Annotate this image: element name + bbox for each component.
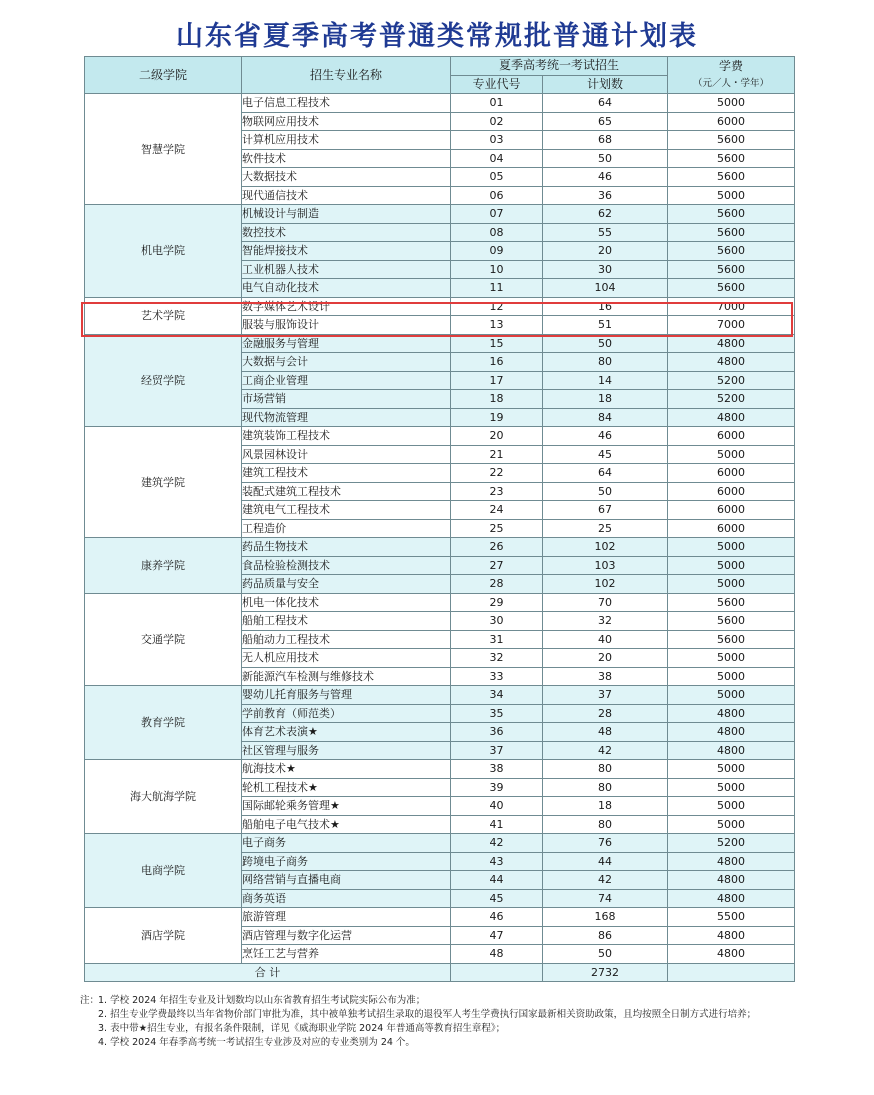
college-cell: 机电学院 [85,205,242,298]
code-cell: 43 [451,852,543,871]
note-row-3 [80,1022,840,1036]
count-cell: 80 [543,353,668,372]
fee-cell: 5000 [668,778,795,797]
major-cell: 体育艺术表演★ [242,723,451,742]
code-cell: 29 [451,593,543,612]
code-cell: 42 [451,834,543,853]
fee-cell: 5200 [668,371,795,390]
code-cell: 24 [451,501,543,520]
major-cell: 轮机工程技术★ [242,778,451,797]
count-cell: 55 [543,223,668,242]
count-cell: 103 [543,556,668,575]
table-row [85,334,795,353]
table-row [85,427,795,446]
major-cell: 建筑装饰工程技术 [242,427,451,446]
fee-cell: 5600 [668,149,795,168]
code-cell: 48 [451,945,543,964]
table-row [85,297,795,316]
major-cell: 新能源汽车检测与维修技术 [242,667,451,686]
major-cell: 食品检验检测技术 [242,556,451,575]
fee-cell: 5000 [668,186,795,205]
table-row [85,834,795,853]
count-cell: 36 [543,186,668,205]
count-cell: 40 [543,630,668,649]
fee-cell: 4800 [668,945,795,964]
count-cell: 50 [543,334,668,353]
major-cell: 船舶工程技术 [242,612,451,631]
fee-cell: 5200 [668,390,795,409]
count-cell: 32 [543,612,668,631]
major-cell: 酒店管理与数字化运营 [242,926,451,945]
major-cell: 国际邮轮乘务管理★ [242,797,451,816]
count-cell: 62 [543,205,668,224]
major-cell: 船舶电子电气技术★ [242,815,451,834]
note-row-2 [80,1008,840,1022]
code-cell: 32 [451,649,543,668]
code-cell: 05 [451,168,543,187]
major-cell: 机电一体化技术 [242,593,451,612]
fee-cell: 5000 [668,538,795,557]
major-cell: 商务英语 [242,889,451,908]
code-cell: 31 [451,630,543,649]
count-cell: 48 [543,723,668,742]
major-cell: 网络营销与直播电商 [242,871,451,890]
count-cell: 80 [543,778,668,797]
major-cell: 数字媒体艺术设计 [242,297,451,316]
college-cell: 经贸学院 [85,334,242,427]
fee-cell: 5500 [668,908,795,927]
code-cell: 22 [451,464,543,483]
fee-cell: 4800 [668,926,795,945]
code-cell: 25 [451,519,543,538]
count-cell: 102 [543,575,668,594]
table-row [85,94,795,113]
fee-cell: 5600 [668,593,795,612]
major-cell: 市场营销 [242,390,451,409]
major-cell: 物联网应用技术 [242,112,451,131]
major-cell: 烹饪工艺与营养 [242,945,451,964]
count-cell: 168 [543,908,668,927]
count-cell: 38 [543,667,668,686]
college-cell: 教育学院 [85,686,242,760]
count-cell: 50 [543,149,668,168]
code-cell: 21 [451,445,543,464]
major-cell: 旅游管理 [242,908,451,927]
code-cell: 27 [451,556,543,575]
code-cell: 36 [451,723,543,742]
count-cell: 46 [543,427,668,446]
notes-lead: 注： [80,995,100,1006]
college-cell: 康养学院 [85,538,242,594]
count-cell: 16 [543,297,668,316]
fee-cell: 4800 [668,704,795,723]
fee-cell: 6000 [668,501,795,520]
fee-cell: 5000 [668,760,795,779]
count-cell: 86 [543,926,668,945]
total-label: 合 计 [85,963,451,982]
major-cell: 大数据技术 [242,168,451,187]
code-cell: 35 [451,704,543,723]
code-cell: 17 [451,371,543,390]
fee-cell: 6000 [668,482,795,501]
major-cell: 电子信息工程技术 [242,94,451,113]
fee-cell: 5600 [668,205,795,224]
count-cell: 51 [543,316,668,335]
major-cell: 工程造价 [242,519,451,538]
major-cell: 航海技术★ [242,760,451,779]
major-cell: 现代通信技术 [242,186,451,205]
college-cell: 智慧学院 [85,94,242,205]
note-item: 3. 表中带★招生专业，有报名条件限制，详见《威海职业学院 2024 年普通高等教育招生章程》； [98,1023,506,1034]
count-cell: 74 [543,889,668,908]
count-cell: 67 [543,501,668,520]
code-cell: 37 [451,741,543,760]
major-cell: 电子商务 [242,834,451,853]
major-cell: 风景园林设计 [242,445,451,464]
major-cell: 社区管理与服务 [242,741,451,760]
major-cell: 学前教育（师范类） [242,704,451,723]
table-row [85,908,795,927]
fee-cell: 6000 [668,112,795,131]
code-cell: 12 [451,297,543,316]
code-cell: 03 [451,131,543,150]
code-cell: 19 [451,408,543,427]
college-cell: 电商学院 [85,834,242,908]
fee-cell: 5600 [668,612,795,631]
major-cell: 建筑工程技术 [242,464,451,483]
count-cell: 80 [543,760,668,779]
major-cell: 工业机器人技术 [242,260,451,279]
code-cell: 39 [451,778,543,797]
count-cell: 20 [543,649,668,668]
fee-cell: 5600 [668,260,795,279]
table-row [85,686,795,705]
major-cell: 婴幼儿托育服务与管理 [242,686,451,705]
count-cell: 30 [543,260,668,279]
note-row-1 [80,994,840,1008]
code-cell: 38 [451,760,543,779]
fee-cell: 5000 [668,575,795,594]
major-cell: 金融服务与管理 [242,334,451,353]
code-cell: 40 [451,797,543,816]
code-cell: 13 [451,316,543,335]
fee-cell: 4800 [668,334,795,353]
major-cell: 计算机应用技术 [242,131,451,150]
fee-cell: 4800 [668,723,795,742]
code-cell: 06 [451,186,543,205]
fee-cell: 5600 [668,131,795,150]
fee-cell: 6000 [668,427,795,446]
code-cell: 28 [451,575,543,594]
college-cell: 交通学院 [85,593,242,686]
total-count: 2732 [543,963,668,982]
college-cell: 建筑学院 [85,427,242,538]
count-cell: 68 [543,131,668,150]
header-exam-group: 夏季高考统一考试招生 [451,57,668,76]
major-cell: 大数据与会计 [242,353,451,372]
note-item: 1. 学校 2024 年招生专业及计划数均以山东省教育招生考试院实际公布为准； [98,995,426,1006]
fee-cell: 5600 [668,223,795,242]
major-cell: 船舶动力工程技术 [242,630,451,649]
code-cell: 44 [451,871,543,890]
major-cell: 工商企业管理 [242,371,451,390]
total-row [85,963,795,982]
code-cell: 47 [451,926,543,945]
code-cell: 46 [451,908,543,927]
count-cell: 37 [543,686,668,705]
fee-cell: 6000 [668,464,795,483]
table-row [85,205,795,224]
code-cell: 09 [451,242,543,261]
fee-cell: 5600 [668,630,795,649]
fee-cell: 5200 [668,834,795,853]
fee-cell: 5000 [668,815,795,834]
code-cell: 18 [451,390,543,409]
fee-cell: 5600 [668,168,795,187]
code-cell: 45 [451,889,543,908]
major-cell: 装配式建筑工程技术 [242,482,451,501]
header-fee-label: 学费 [719,59,744,73]
college-cell: 海大航海学院 [85,760,242,834]
header-major: 招生专业名称 [242,57,451,94]
fee-cell: 4800 [668,871,795,890]
header-fee [668,57,795,94]
major-cell: 跨境电子商务 [242,852,451,871]
note-item: 2. 招生专业学费最终以当年省物价部门审批为准，其中被单独考试招生录取的退役军人考生学费执行国家最新相关资助政策，且均按照全日制方式进行培养； [98,1009,757,1020]
code-cell: 41 [451,815,543,834]
fee-cell: 5600 [668,242,795,261]
count-cell: 64 [543,94,668,113]
fee-cell: 7000 [668,316,795,335]
table-row [85,538,795,557]
major-cell: 电气自动化技术 [242,279,451,298]
count-cell: 46 [543,168,668,187]
fee-cell: 5000 [668,797,795,816]
total-fee-empty [668,963,795,982]
code-cell: 30 [451,612,543,631]
count-cell: 14 [543,371,668,390]
fee-cell: 5000 [668,445,795,464]
fee-cell: 5000 [668,556,795,575]
major-cell: 机械设计与制造 [242,205,451,224]
fee-cell: 6000 [668,519,795,538]
count-cell: 18 [543,797,668,816]
count-cell: 44 [543,852,668,871]
note-item: 4. 学校 2024 年春季高考统一考试招生专业涉及对应的专业类别为 24 个。 [98,1037,415,1048]
fee-cell: 4800 [668,852,795,871]
header-college: 二级学院 [85,57,242,94]
fee-cell: 5000 [668,667,795,686]
count-cell: 42 [543,871,668,890]
header-fee-unit: （元／人・学年） [693,78,770,89]
count-cell: 42 [543,741,668,760]
fee-cell: 4800 [668,408,795,427]
major-cell: 软件技术 [242,149,451,168]
table-row [85,760,795,779]
count-cell: 104 [543,279,668,298]
code-cell: 02 [451,112,543,131]
fee-cell: 4800 [668,741,795,760]
code-cell: 01 [451,94,543,113]
count-cell: 18 [543,390,668,409]
total-code-empty [451,963,543,982]
code-cell: 08 [451,223,543,242]
major-cell: 建筑电气工程技术 [242,501,451,520]
major-cell: 药品生物技术 [242,538,451,557]
code-cell: 26 [451,538,543,557]
plan-table [84,56,795,982]
major-cell: 智能焊接技术 [242,242,451,261]
count-cell: 102 [543,538,668,557]
count-cell: 45 [543,445,668,464]
count-cell: 20 [543,242,668,261]
header-count: 计划数 [543,75,668,94]
code-cell: 20 [451,427,543,446]
code-cell: 34 [451,686,543,705]
code-cell: 10 [451,260,543,279]
note-row-4 [80,1036,840,1050]
code-cell: 07 [451,205,543,224]
header-code: 专业代号 [451,75,543,94]
college-cell: 酒店学院 [85,908,242,964]
code-cell: 11 [451,279,543,298]
fee-cell: 5000 [668,686,795,705]
count-cell: 25 [543,519,668,538]
count-cell: 50 [543,945,668,964]
count-cell: 80 [543,815,668,834]
major-cell: 服装与服饰设计 [242,316,451,335]
major-cell: 数控技术 [242,223,451,242]
code-cell: 23 [451,482,543,501]
fee-cell: 5000 [668,649,795,668]
count-cell: 65 [543,112,668,131]
major-cell: 现代物流管理 [242,408,451,427]
count-cell: 64 [543,464,668,483]
major-cell: 无人机应用技术 [242,649,451,668]
major-cell: 药品质量与安全 [242,575,451,594]
fee-cell: 7000 [668,297,795,316]
college-cell: 艺术学院 [85,297,242,334]
code-cell: 16 [451,353,543,372]
code-cell: 33 [451,667,543,686]
count-cell: 76 [543,834,668,853]
count-cell: 28 [543,704,668,723]
count-cell: 84 [543,408,668,427]
table-row [85,593,795,612]
fee-cell: 5000 [668,94,795,113]
count-cell: 50 [543,482,668,501]
plan-table-body [85,94,795,964]
code-cell: 04 [451,149,543,168]
fee-cell: 4800 [668,889,795,908]
fee-cell: 5600 [668,279,795,298]
fee-cell: 4800 [668,353,795,372]
code-cell: 15 [451,334,543,353]
notes [80,994,840,1050]
count-cell: 70 [543,593,668,612]
page-title: 山东省夏季高考普通类常规批普通计划表 [176,21,698,52]
